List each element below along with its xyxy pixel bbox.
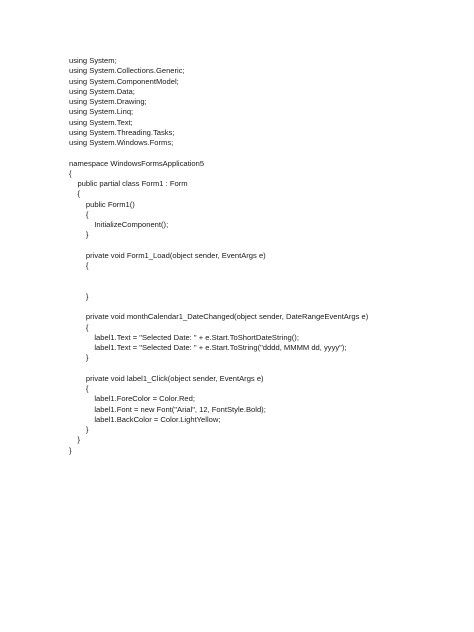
code-line: { bbox=[69, 384, 89, 393]
code-line: using System.Windows.Forms; bbox=[69, 138, 174, 147]
code-line: { bbox=[69, 189, 80, 199]
code-line: private void monthCalendar1_DateChanged(object sender, DateRangeEventArgs e) bbox=[69, 312, 369, 322]
code-line: { bbox=[69, 209, 89, 219]
code-line bbox=[69, 241, 368, 251]
code-line: public Form1() bbox=[69, 199, 135, 209]
code-line: using System.Collections.Generic; bbox=[69, 66, 185, 76]
code-line bbox=[69, 302, 368, 312]
code-line bbox=[69, 364, 368, 374]
code-line: InitializeComponent(); bbox=[69, 220, 169, 229]
code-line: using System.Text; bbox=[69, 117, 133, 127]
code-line: public partial class Form1 : Form bbox=[69, 179, 188, 188]
code-line: { bbox=[69, 322, 89, 332]
code-line: label1.Text = "Selected Date: " + e.Start.ToShortDateString(); bbox=[69, 332, 299, 342]
code-line: using System; bbox=[69, 56, 117, 65]
code-line bbox=[69, 271, 368, 281]
code-line: } bbox=[69, 230, 89, 240]
code-line: using System.ComponentModel; bbox=[69, 76, 179, 86]
code-line: } bbox=[69, 445, 72, 455]
code-line: } bbox=[69, 353, 89, 363]
code-line: using System.Data; bbox=[69, 86, 135, 96]
code-line: } bbox=[69, 291, 89, 301]
code-line: label1.BackColor = Color.LightYellow; bbox=[69, 414, 221, 424]
code-line bbox=[69, 282, 368, 292]
code-line: private void Form1_Load(object sender, EventArgs e) bbox=[69, 250, 266, 260]
code-line: using System.Drawing; bbox=[69, 97, 147, 106]
code-line: label1.Font = new Font("Arial", 12, FontStyle.Bold); bbox=[69, 404, 266, 414]
code-line: { bbox=[69, 168, 72, 178]
code-line: label1.Text = "Selected Date: " + e.Start.ToString("dddd, MMMM dd, yyyy"); bbox=[69, 343, 347, 352]
code-line: label1.ForeColor = Color.Red; bbox=[69, 394, 195, 404]
code-line: using System.Threading.Tasks; bbox=[69, 127, 175, 137]
code-line: } bbox=[69, 425, 89, 434]
code-line: } bbox=[69, 435, 80, 445]
code-text-block bbox=[69, 56, 368, 456]
code-line: private void label1_Click(object sender, EventArgs e) bbox=[69, 373, 264, 383]
code-line: using System.Linq; bbox=[69, 107, 134, 117]
code-line: { bbox=[69, 261, 89, 270]
code-line: namespace WindowsFormsApplication5 bbox=[69, 158, 205, 168]
code-line bbox=[69, 148, 368, 158]
